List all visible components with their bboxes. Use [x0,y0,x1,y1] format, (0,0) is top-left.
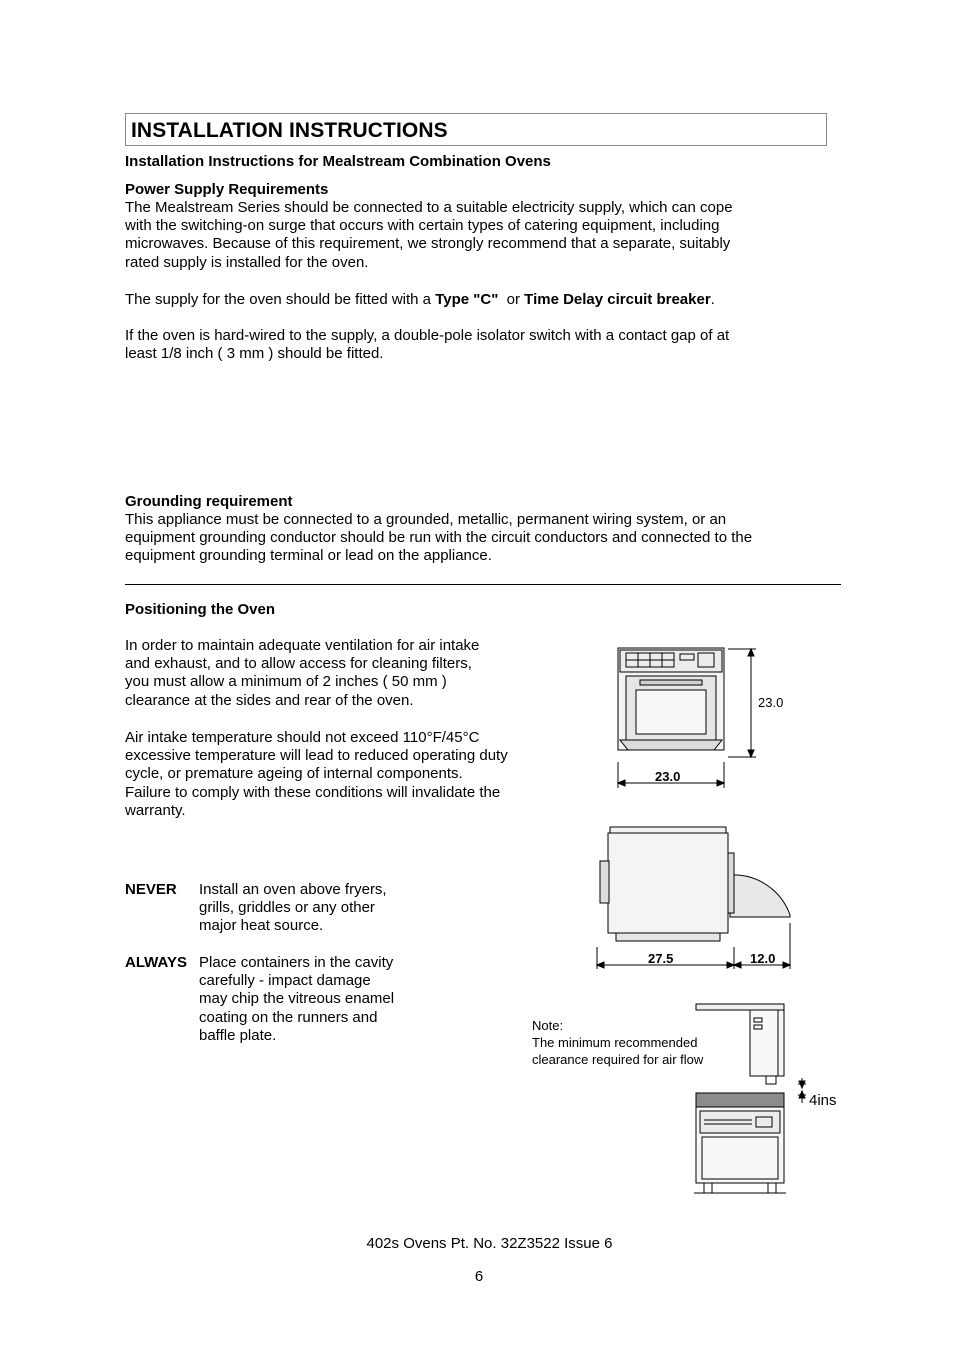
oven-front-diagram [596,640,796,790]
supply-breaker: Time Delay circuit breaker [524,291,711,308]
grounding-heading: Grounding requirement [125,493,293,510]
oven-side-diagram [594,823,798,973]
always-line-2: carefully - impact damage [199,972,371,990]
never-text [199,881,419,936]
note-line-1: The minimum recommended [532,1035,698,1050]
door-side [728,853,734,913]
door-handle [640,680,702,685]
power-line-3: microwaves. Because of this requirement, we strongly recommend that a separate, suitably [125,235,731,253]
stack-gap-label: 4ins [809,1092,837,1109]
rear-vent [600,861,609,903]
upper-oven-body [750,1010,784,1076]
supply-end: . [710,291,715,308]
never-line-3: major heat source. [199,917,324,935]
always-line-1: Place containers in the cavity [199,954,394,971]
page-number: 6 [474,1268,484,1285]
hardwire-paragraph [125,327,825,363]
upper-oven-foot [766,1076,776,1084]
door-swing-arc [730,875,790,917]
vent-line-4: clearance at the sides and rear of the oven. [125,691,414,709]
stacked-ovens-diagram [690,1000,850,1202]
always-line-4: coating on the runners and [199,1008,378,1026]
supply-pre: The supply for the oven should be fitted with a [125,291,436,308]
power-paragraph [125,199,825,272]
vent-line-1: In order to maintain adequate ventilation for air intake [125,637,480,654]
door-clearance-label: 12.0 [750,951,776,966]
front-height-label: 23.0 [758,695,784,710]
supply-type: Type "C" [435,291,499,308]
front-width-label: 23.0 [655,769,681,784]
oven-body-side [608,833,728,933]
always-text [199,954,419,1045]
always-line-5: baffle plate. [199,1026,277,1044]
air-line-2: excessive temperature will lead to reduced operating duty [125,747,508,765]
oven-base [616,933,720,941]
never-line-2: grills, griddles or any other [199,899,375,917]
never-label: NEVER [125,881,177,898]
vent-line-2: and exhaust, and to allow access for cleaning filters, [125,655,472,673]
air-line-5: warranty. [125,801,186,819]
air-line-3: cycle, or premature ageing of internal components. [125,765,463,783]
power-line-1: The Mealstream Series should be connected to a suitable electricity supply, which can cope [125,199,733,216]
page-subtitle: Installation Instructions for Mealstream Combination Ovens [125,153,551,170]
door-window [636,690,706,734]
air-intake-paragraph [125,729,545,820]
oven-top-lip [610,827,726,833]
vent-line-3: you must allow a minimum of 2 inches ( 50 mm ) [125,673,447,691]
grounding-line-3: equipment grounding terminal or lead on the appliance. [125,547,492,565]
side-depth-label: 27.5 [648,951,674,966]
positioning-heading: Positioning the Oven [125,601,276,618]
always-line-3: may chip the vitreous enamel [199,990,395,1008]
power-line-4: rated supply is installed for the oven. [125,253,369,271]
power-heading: Power Supply Requirements [125,181,329,198]
lower-oven-foot-left [704,1183,712,1193]
footer-part-number: 402s Ovens Pt. No. 32Z3522 Issue 6 [366,1235,613,1252]
hardwire-line-2: least 1/8 inch ( 3 mm ) should be fitted. [125,345,384,363]
page-title: INSTALLATION INSTRUCTIONS [131,119,448,142]
air-line-1: Air intake temperature should not exceed 110°F/45°C [125,729,480,746]
always-label: ALWAYS [125,954,187,971]
lower-oven-panel [700,1111,780,1133]
section-divider [125,584,841,585]
never-line-1: Install an oven above fryers, [199,881,387,898]
title-box [125,113,827,146]
air-line-4: Failure to comply with these conditions will invalidate the [125,783,501,801]
ventilation-paragraph [125,637,545,710]
lower-oven-foot-right [768,1183,776,1193]
lower-oven-top [696,1093,784,1107]
supply-sentence [125,291,715,309]
upper-oven-top [696,1004,784,1010]
hardwire-line-1: If the oven is hard-wired to the supply, a double-pole isolator switch with a contact gap of at [125,327,730,344]
grounding-line-1: This appliance must be connected to a grounded, metallic, permanent wiring system, or an [125,511,727,528]
grounding-line-2: equipment grounding conductor should be run with the circuit conductors and connected to the [125,529,753,547]
grounding-paragraph [125,511,835,566]
note-title: Note: [532,1018,564,1033]
power-line-2: with the switching-on surge that occurs with certain types of catering equipment, including [125,217,720,235]
note-line-2: clearance required for air flow [532,1052,704,1067]
supply-or: or [498,291,525,308]
